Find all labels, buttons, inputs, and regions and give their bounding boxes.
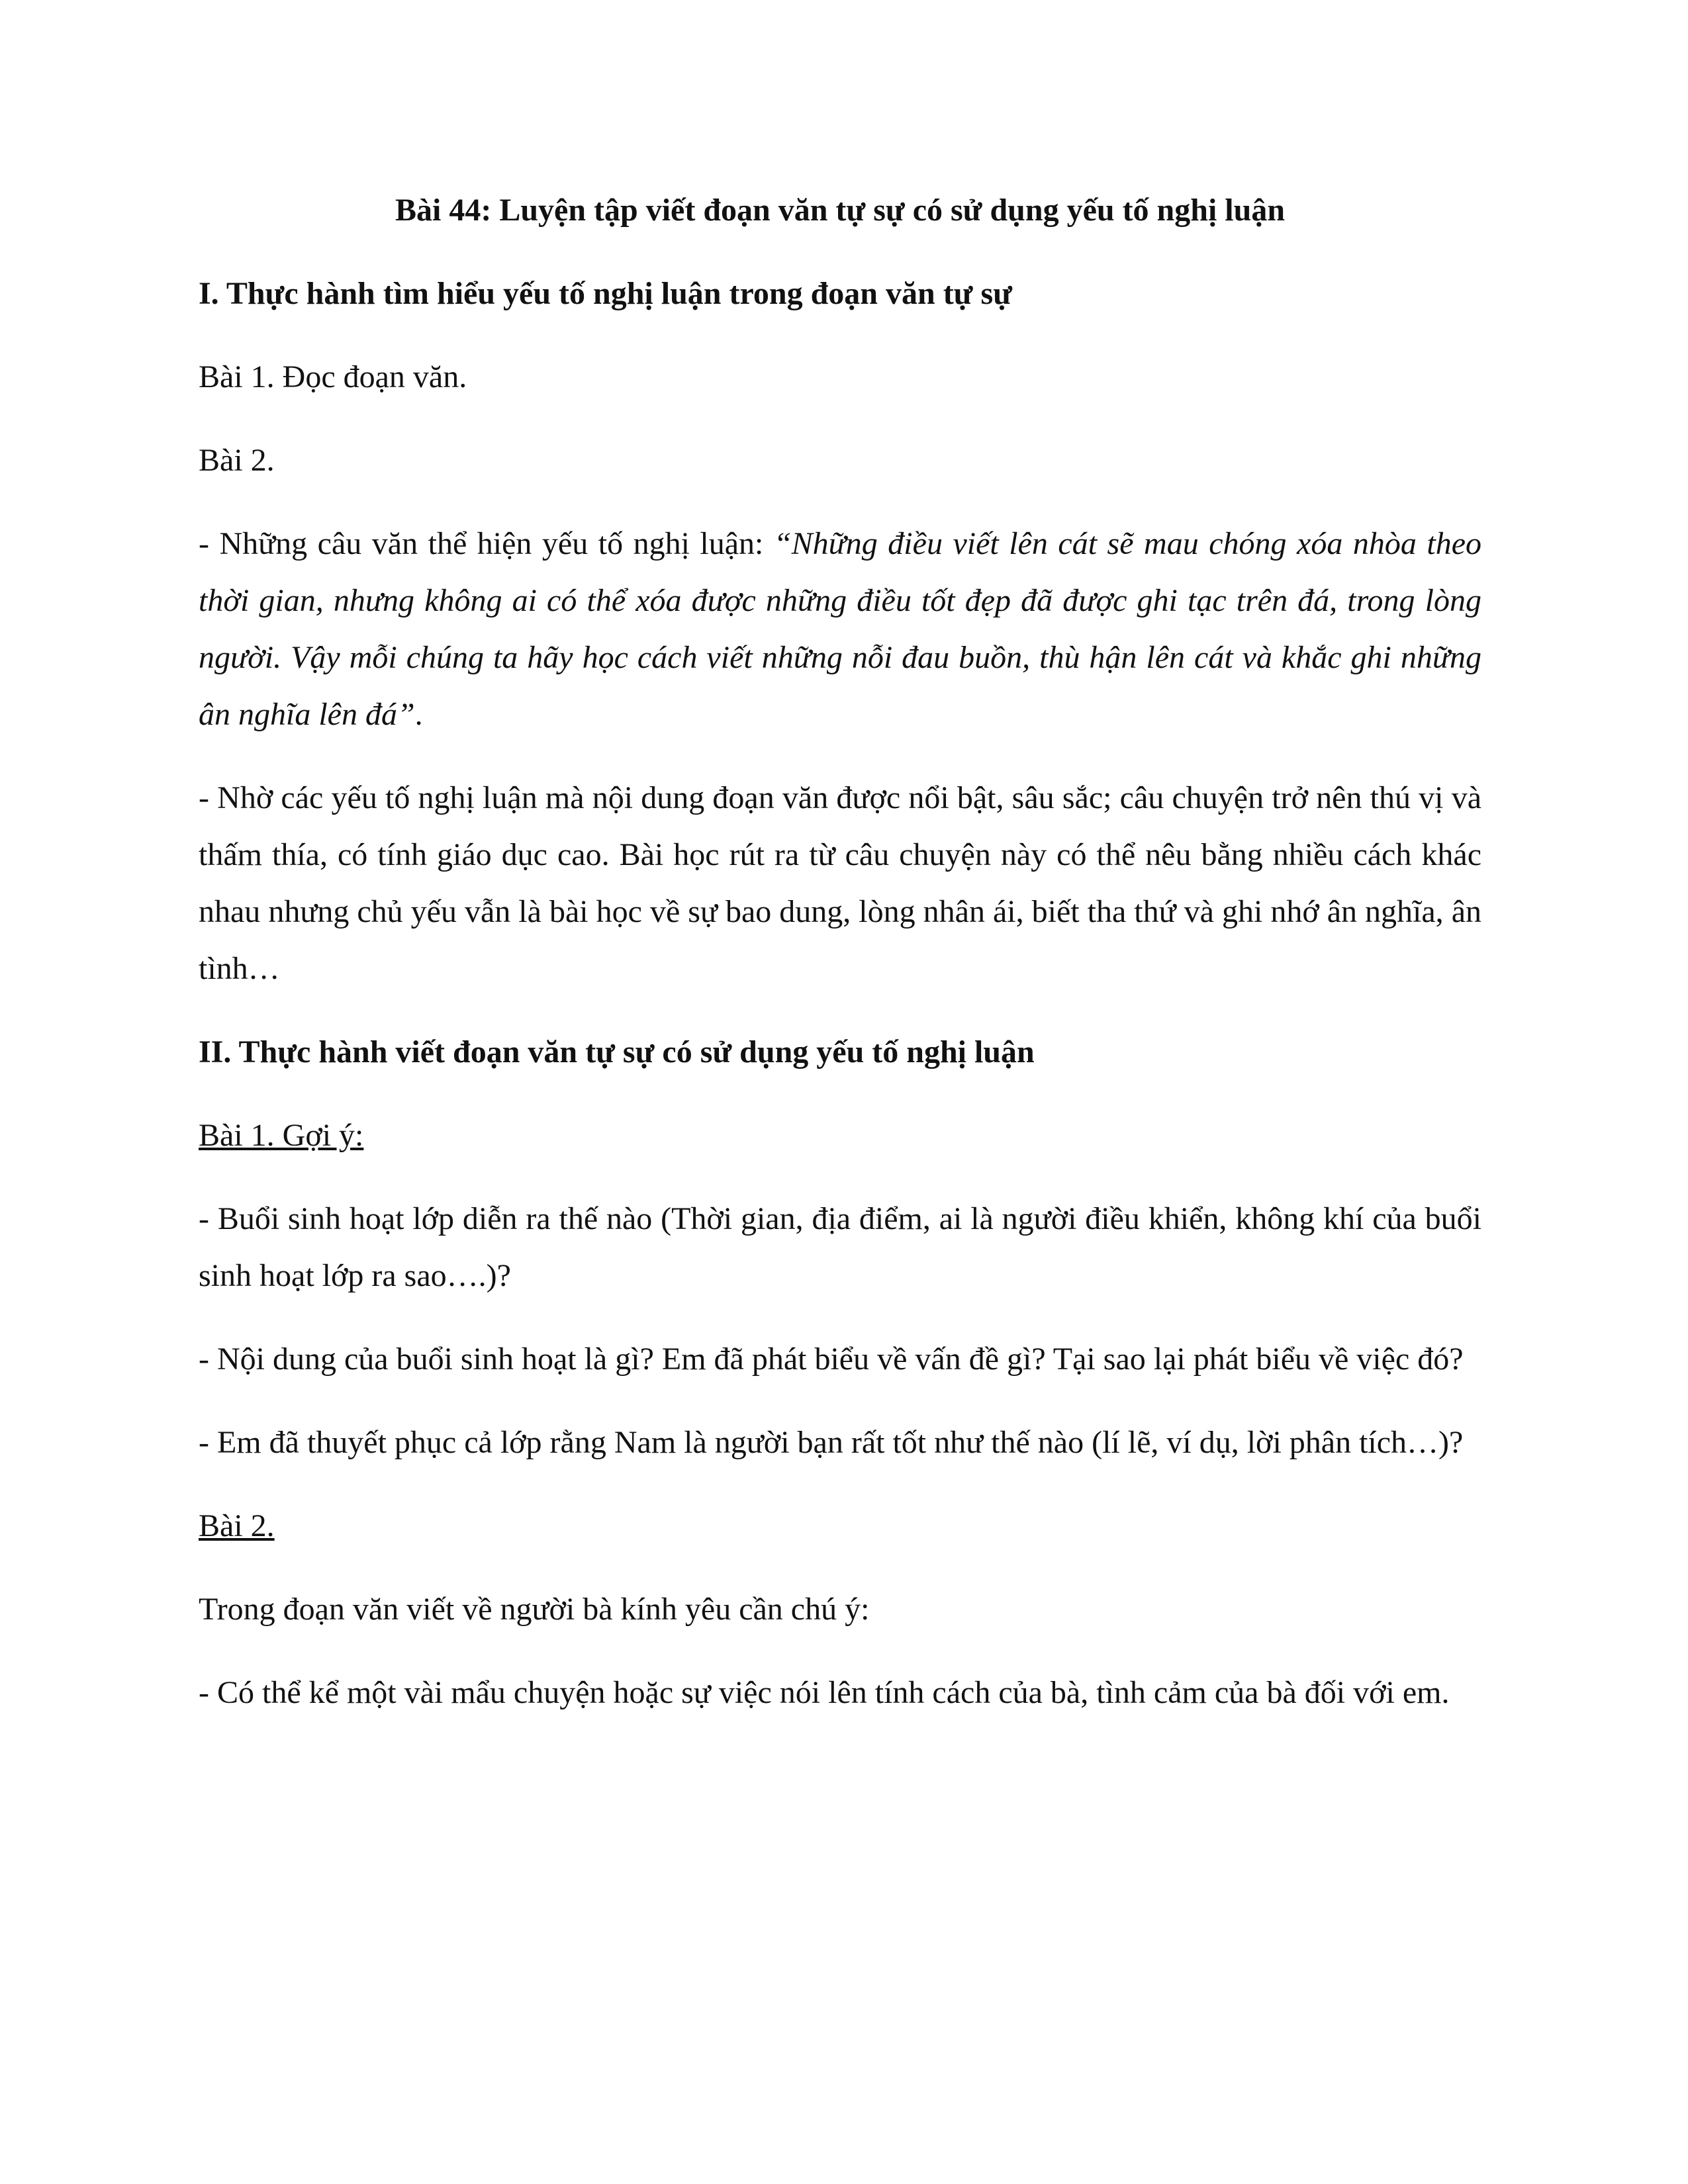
section-1-heading: I. Thực hành tìm hiểu yếu tố nghị luận trong đoạn văn tự sự <box>199 276 1012 311</box>
section-1-exercise-2-label: Bài 2. <box>199 443 275 478</box>
suggestion-item-1: - Buổi sinh hoạt lớp diễn ra thế nào (Thời gian, địa điểm, ai là người điều khiển, không khí của buổi sinh hoạt lớp ra sao….)? <box>199 1201 1481 1293</box>
section-2-heading: II. Thực hành viết đoạn văn tự sự có sử dụng yếu tố nghị luận <box>199 1034 1035 1069</box>
argument-sentences-intro: - Những câu văn thể hiện yếu tố nghị luận: <box>199 526 774 561</box>
section-2-exercise-1-label: Bài 1. Gợi ý: <box>199 1118 364 1153</box>
exercise-2-intro: Trong đoạn văn viết về người bà kính yêu cần chú ý: <box>199 1592 870 1627</box>
document-title: Bài 44: Luyện tập viết đoạn văn tự sự có sử dụng yếu tố nghị luận <box>395 193 1286 228</box>
section-2-exercise-2-label: Bài 2. <box>199 1508 275 1543</box>
suggestion-item-4: - Có thể kể một vài mẩu chuyện hoặc sự việc nói lên tính cách của bà, tình cảm của bà đối với em. <box>199 1675 1450 1710</box>
argument-effect-paragraph: - Nhờ các yếu tố nghị luận mà nội dung đoạn văn được nổi bật, sâu sắc; câu chuyện trở nên thú vị và thấm thía, có tính giáo dục cao. Bài học rút ra từ câu chuyện này có thể nêu bằng nhiều cách khác nhau nhưng chủ yếu vẫn là bài học về sự bao dung, lòng nhân ái, biết tha thứ và ghi nhớ ân nghĩa, ân tình… <box>199 780 1481 986</box>
document-page <box>199 182 1481 1748</box>
section-1-exercise-1: Bài 1. Đọc đoạn văn. <box>199 359 467 394</box>
suggestion-item-2: - Nội dung của buổi sinh hoạt là gì? Em đã phát biểu về vấn đề gì? Tại sao lại phát biểu về việc đó? <box>199 1342 1464 1377</box>
argument-sentences-paragraph <box>199 516 1481 743</box>
suggestion-item-3: - Em đã thuyết phục cả lớp rằng Nam là người bạn rất tốt như thế nào (lí lẽ, ví dụ, lời phân tích…)? <box>199 1425 1464 1460</box>
quote-end-period: . <box>414 697 423 732</box>
quoted-passage: “Những điều viết lên cát sẽ mau chóng xóa nhòa theo thời gian, nhưng không ai có thể xóa được những điều tốt đẹp đã được ghi tạc trên đá, trong lòng người. Vậy mỗi chúng ta hãy học cách viết những nỗi đau buồn, thù hận lên cát và khắc ghi những ân nghĩa lên đá” <box>199 526 1481 732</box>
